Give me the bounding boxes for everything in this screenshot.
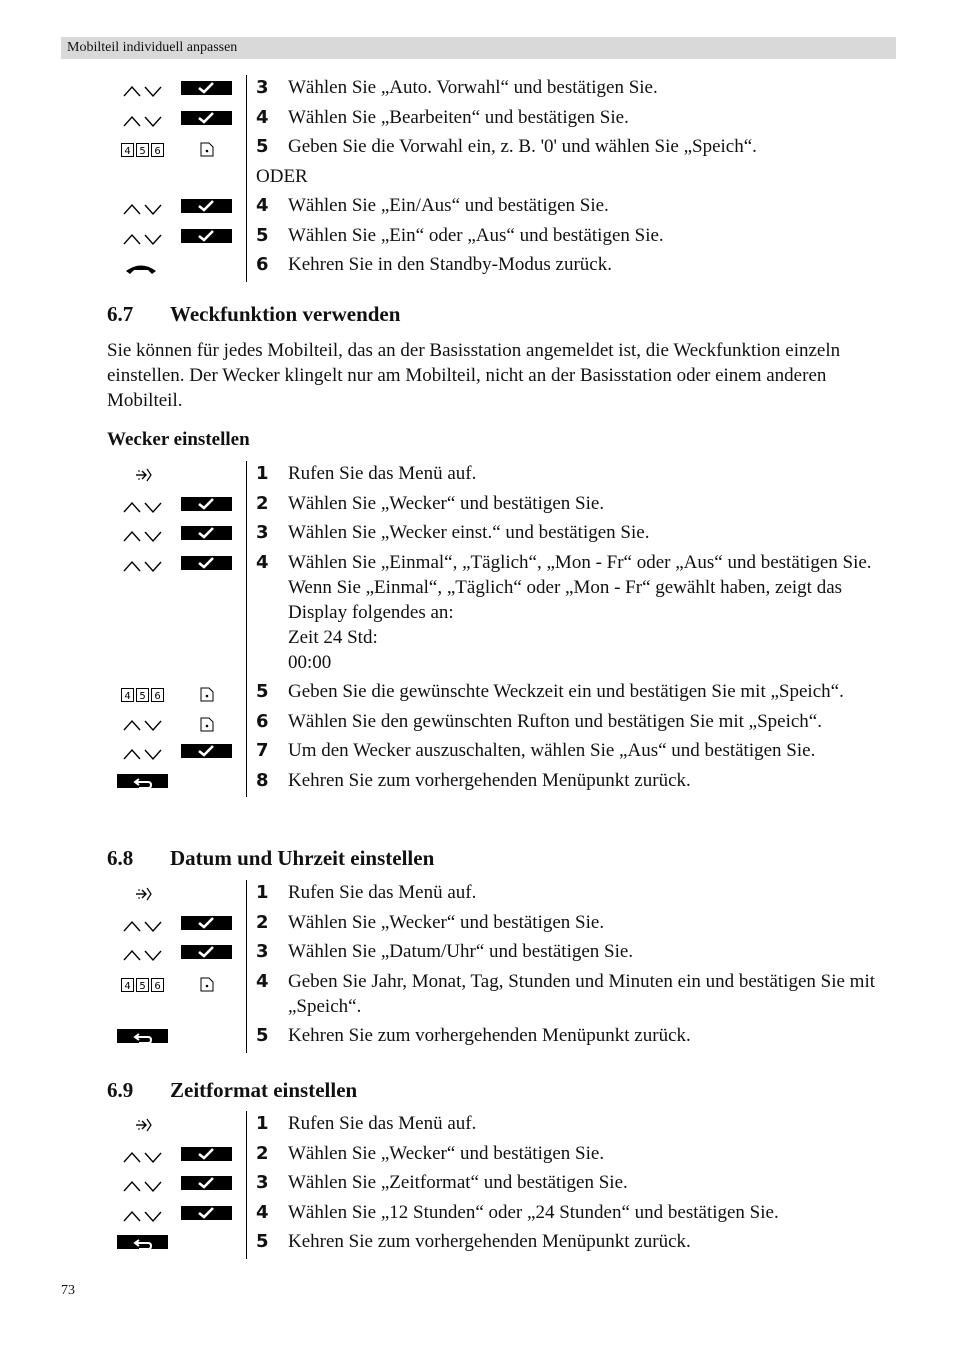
step-icons bbox=[107, 738, 239, 763]
step-text-line: Zeit 24 Std: bbox=[288, 626, 378, 648]
up-down-navigation-icon bbox=[123, 944, 165, 969]
ok-softkey-icon bbox=[181, 1176, 232, 1190]
step-number: 4 bbox=[256, 106, 269, 128]
step-row bbox=[107, 738, 896, 763]
step-text-line: Wenn Sie „Einmal“, „Täglich“ oder „Mon - Fr“ gewählt haben, zeigt das Display folgendes an: bbox=[288, 576, 843, 623]
section-heading-6-9: 6.9 Zeitformat einstellen bbox=[107, 1078, 358, 1102]
step-icons bbox=[107, 969, 239, 994]
svg-text:6: 6 bbox=[154, 691, 161, 702]
step-icons bbox=[107, 520, 239, 545]
step-icons bbox=[107, 679, 239, 704]
step-number: 4 bbox=[256, 970, 269, 992]
steps-datum-uhrzeit bbox=[107, 880, 896, 1053]
step-number: 3 bbox=[256, 941, 269, 962]
step-row bbox=[107, 105, 896, 130]
step-number: 4 bbox=[256, 1201, 269, 1223]
step-row bbox=[107, 1141, 896, 1166]
steps-wecker bbox=[107, 461, 896, 797]
step-row bbox=[107, 1200, 896, 1225]
step-icons bbox=[107, 134, 239, 159]
step-text: Um den Wecker auszuschalten, wählen Sie „Aus“ und bestätigen Sie. bbox=[288, 740, 816, 761]
save-softkey-icon bbox=[200, 684, 214, 709]
step-icons bbox=[107, 910, 239, 935]
back-softkey-icon bbox=[117, 774, 168, 788]
ok-softkey-icon bbox=[181, 1147, 232, 1161]
subheading-wecker-einstellen: Wecker einstellen bbox=[107, 429, 250, 450]
step-number: 5 bbox=[256, 136, 269, 157]
step-icons bbox=[107, 491, 239, 516]
step-icons bbox=[107, 1229, 239, 1254]
step-number: 6 bbox=[256, 710, 269, 732]
step-text: Wählen Sie „Auto. Vorwahl“ und bestätigen Sie. bbox=[288, 77, 658, 98]
svg-text:6: 6 bbox=[154, 980, 161, 992]
ok-softkey-icon bbox=[181, 945, 232, 959]
step-text: Kehren Sie zum vorhergehenden Menüpunkt zurück. bbox=[288, 769, 691, 791]
step-number: 2 bbox=[256, 1142, 269, 1164]
step-row bbox=[107, 550, 896, 675]
step-row bbox=[107, 134, 896, 159]
step-row bbox=[107, 461, 896, 486]
svg-text:5: 5 bbox=[139, 691, 146, 702]
up-down-navigation-icon bbox=[123, 714, 165, 739]
step-icons bbox=[107, 1023, 239, 1048]
section-heading-6-7: 6.7 Weckfunktion verwenden bbox=[107, 302, 401, 326]
step-icons bbox=[107, 709, 239, 734]
step-icons bbox=[107, 1141, 239, 1166]
step-row bbox=[107, 491, 896, 516]
step-number: 3 bbox=[256, 522, 269, 543]
steps-auto-vorwahl bbox=[107, 75, 896, 282]
step-icons bbox=[107, 939, 239, 964]
step-text: Wählen Sie „Wecker“ und bestätigen Sie. bbox=[288, 1142, 605, 1164]
step-icons bbox=[107, 461, 239, 486]
step-number: 5 bbox=[256, 224, 269, 246]
step-text: Geben Sie die gewünschte Weckzeit ein und bestätigen Sie mit „Speich“. bbox=[288, 681, 844, 702]
up-down-navigation-icon bbox=[123, 915, 165, 940]
step-text: Wählen Sie „Wecker“ und bestätigen Sie. bbox=[288, 492, 605, 514]
step-number: 1 bbox=[256, 463, 269, 484]
step-text-line: Wählen Sie „Einmal“, „Täglich“, „Mon - Fr“ oder „Aus“ und bestätigen Sie. bbox=[288, 551, 872, 573]
step-row bbox=[107, 679, 896, 704]
step-text: Geben Sie die Vorwahl ein, z. B. '0' und wählen Sie „Speich“. bbox=[288, 136, 757, 157]
step-icons bbox=[107, 1200, 239, 1225]
back-softkey-icon bbox=[117, 1029, 168, 1043]
step-icons bbox=[107, 193, 239, 218]
step-number: 3 bbox=[256, 77, 269, 98]
step-row bbox=[107, 193, 896, 218]
step-row bbox=[107, 910, 896, 935]
page-number: 73 bbox=[61, 1283, 75, 1298]
step-row bbox=[107, 1023, 896, 1048]
menu-key-icon bbox=[135, 884, 153, 909]
ok-softkey-icon bbox=[181, 199, 232, 213]
step-text: Wählen Sie „Wecker“ und bestätigen Sie. bbox=[288, 911, 605, 933]
ok-softkey-icon bbox=[181, 744, 232, 758]
keypad-456-icon bbox=[121, 139, 165, 164]
step-number: 3 bbox=[256, 1172, 269, 1193]
ok-softkey-icon bbox=[181, 1206, 232, 1220]
save-softkey-icon bbox=[200, 974, 214, 999]
up-down-navigation-icon bbox=[123, 110, 165, 135]
step-icons bbox=[107, 223, 239, 248]
step-number: 4 bbox=[256, 195, 269, 216]
ok-softkey-icon bbox=[181, 111, 232, 125]
step-number: 5 bbox=[256, 1025, 269, 1046]
step-row bbox=[107, 252, 896, 277]
up-down-navigation-icon bbox=[123, 1146, 165, 1171]
step-text: Kehren Sie zum vorhergehenden Menüpunkt zurück. bbox=[288, 1025, 691, 1046]
step-text: Kehren Sie zum vorhergehenden Menüpunkt zurück. bbox=[288, 1231, 691, 1252]
menu-key-icon bbox=[135, 1115, 153, 1140]
step-icons bbox=[107, 105, 239, 130]
running-header-title: Mobilteil individuell anpassen bbox=[67, 40, 238, 55]
menu-key-icon bbox=[135, 465, 153, 490]
step-number: 2 bbox=[256, 492, 269, 514]
ok-softkey-icon bbox=[181, 556, 232, 570]
up-down-navigation-icon bbox=[123, 198, 165, 223]
ok-softkey-icon bbox=[181, 916, 232, 930]
step-row bbox=[107, 939, 896, 964]
up-down-navigation-icon bbox=[123, 80, 165, 105]
step-number: 5 bbox=[256, 1231, 269, 1252]
svg-text:5: 5 bbox=[139, 146, 146, 157]
step-text: Rufen Sie das Menü auf. bbox=[288, 463, 477, 484]
step-number: 5 bbox=[256, 681, 269, 702]
step-text: Wählen Sie „Ein“ oder „Aus“ und bestätigen Sie. bbox=[288, 224, 664, 246]
step-icons bbox=[107, 252, 239, 277]
keypad-456-icon bbox=[121, 684, 165, 709]
step-text: Wählen Sie „Bearbeiten“ und bestätigen Sie. bbox=[288, 106, 629, 128]
up-down-navigation-icon bbox=[123, 743, 165, 768]
step-icons bbox=[107, 768, 239, 793]
step-text: Wählen Sie „Datum/Uhr“ und bestätigen Sie. bbox=[288, 941, 634, 962]
step-row bbox=[107, 520, 896, 545]
end-call-icon bbox=[124, 258, 158, 283]
svg-text:4: 4 bbox=[124, 980, 131, 992]
section-intro: Sie können für jedes Mobilteil, das an der Basisstation angemeldet ist, die Weckfunktion einzeln einstellen. Der Wecker klingelt nur am Mobilteil, nicht an der Basisstation oder einem anderen Mobilteil. bbox=[107, 340, 841, 411]
section-heading-6-8: 6.8 Datum und Uhrzeit einstellen bbox=[107, 846, 435, 870]
svg-text:6: 6 bbox=[154, 146, 161, 157]
step-text: Wählen Sie den gewünschten Rufton und bestätigen Sie mit „Speich“. bbox=[288, 710, 822, 732]
step-row bbox=[107, 75, 896, 100]
keypad-456-icon bbox=[121, 974, 165, 999]
step-row bbox=[107, 768, 896, 793]
up-down-navigation-icon bbox=[123, 496, 165, 521]
step-icons bbox=[107, 1170, 239, 1195]
step-row bbox=[107, 223, 896, 248]
step-row bbox=[107, 969, 896, 1019]
svg-text:4: 4 bbox=[124, 691, 131, 702]
step-number: 1 bbox=[256, 882, 269, 903]
step-text: Rufen Sie das Menü auf. bbox=[288, 882, 477, 903]
step-number: 2 bbox=[256, 911, 269, 933]
step-text: Wählen Sie „Zeitformat“ und bestätigen Sie. bbox=[288, 1172, 628, 1193]
step-number: 7 bbox=[256, 740, 269, 761]
step-number: 6 bbox=[256, 254, 269, 275]
step-row bbox=[107, 1229, 896, 1254]
step-row bbox=[107, 1111, 896, 1136]
svg-text:5: 5 bbox=[139, 980, 146, 992]
step-number: 1 bbox=[256, 1113, 269, 1134]
step-text bbox=[288, 550, 896, 675]
step-text: Kehren Sie in den Standby-Modus zurück. bbox=[288, 254, 612, 275]
step-text: Wählen Sie „Wecker einst.“ und bestätigen Sie. bbox=[288, 522, 650, 543]
back-softkey-icon bbox=[117, 1235, 168, 1249]
step-icons bbox=[107, 550, 239, 575]
save-softkey-icon bbox=[200, 139, 214, 164]
svg-text:4: 4 bbox=[124, 146, 131, 157]
save-softkey-icon bbox=[200, 714, 214, 739]
step-icons bbox=[107, 1111, 239, 1136]
ok-softkey-icon bbox=[181, 497, 232, 511]
step-row bbox=[107, 1170, 896, 1195]
steps-zeitformat bbox=[107, 1111, 896, 1259]
step-number: 8 bbox=[256, 769, 269, 791]
up-down-navigation-icon bbox=[123, 555, 165, 580]
step-text: Rufen Sie das Menü auf. bbox=[288, 1113, 477, 1134]
step-number: 4 bbox=[256, 551, 269, 573]
step-icons bbox=[107, 75, 239, 100]
up-down-navigation-icon bbox=[123, 228, 165, 253]
step-text-line: 00:00 bbox=[288, 651, 332, 673]
up-down-navigation-icon bbox=[123, 1205, 165, 1230]
ok-softkey-icon bbox=[181, 81, 232, 95]
ok-softkey-icon bbox=[181, 526, 232, 540]
up-down-navigation-icon bbox=[123, 525, 165, 550]
up-down-navigation-icon bbox=[123, 1175, 165, 1200]
step-text: Geben Sie Jahr, Monat, Tag, Stunden und Minuten ein und bestätigen Sie mit „Speich“. bbox=[288, 970, 876, 1017]
step-or-separator: ODER bbox=[256, 165, 308, 187]
step-text: Wählen Sie „Ein/Aus“ und bestätigen Sie. bbox=[288, 195, 609, 216]
ok-softkey-icon bbox=[181, 229, 232, 243]
step-icons bbox=[107, 880, 239, 905]
step-text: Wählen Sie „12 Stunden“ oder „24 Stunden“ und bestätigen Sie. bbox=[288, 1201, 779, 1223]
step-row bbox=[107, 709, 896, 734]
step-row bbox=[107, 880, 896, 905]
running-header bbox=[61, 37, 896, 59]
